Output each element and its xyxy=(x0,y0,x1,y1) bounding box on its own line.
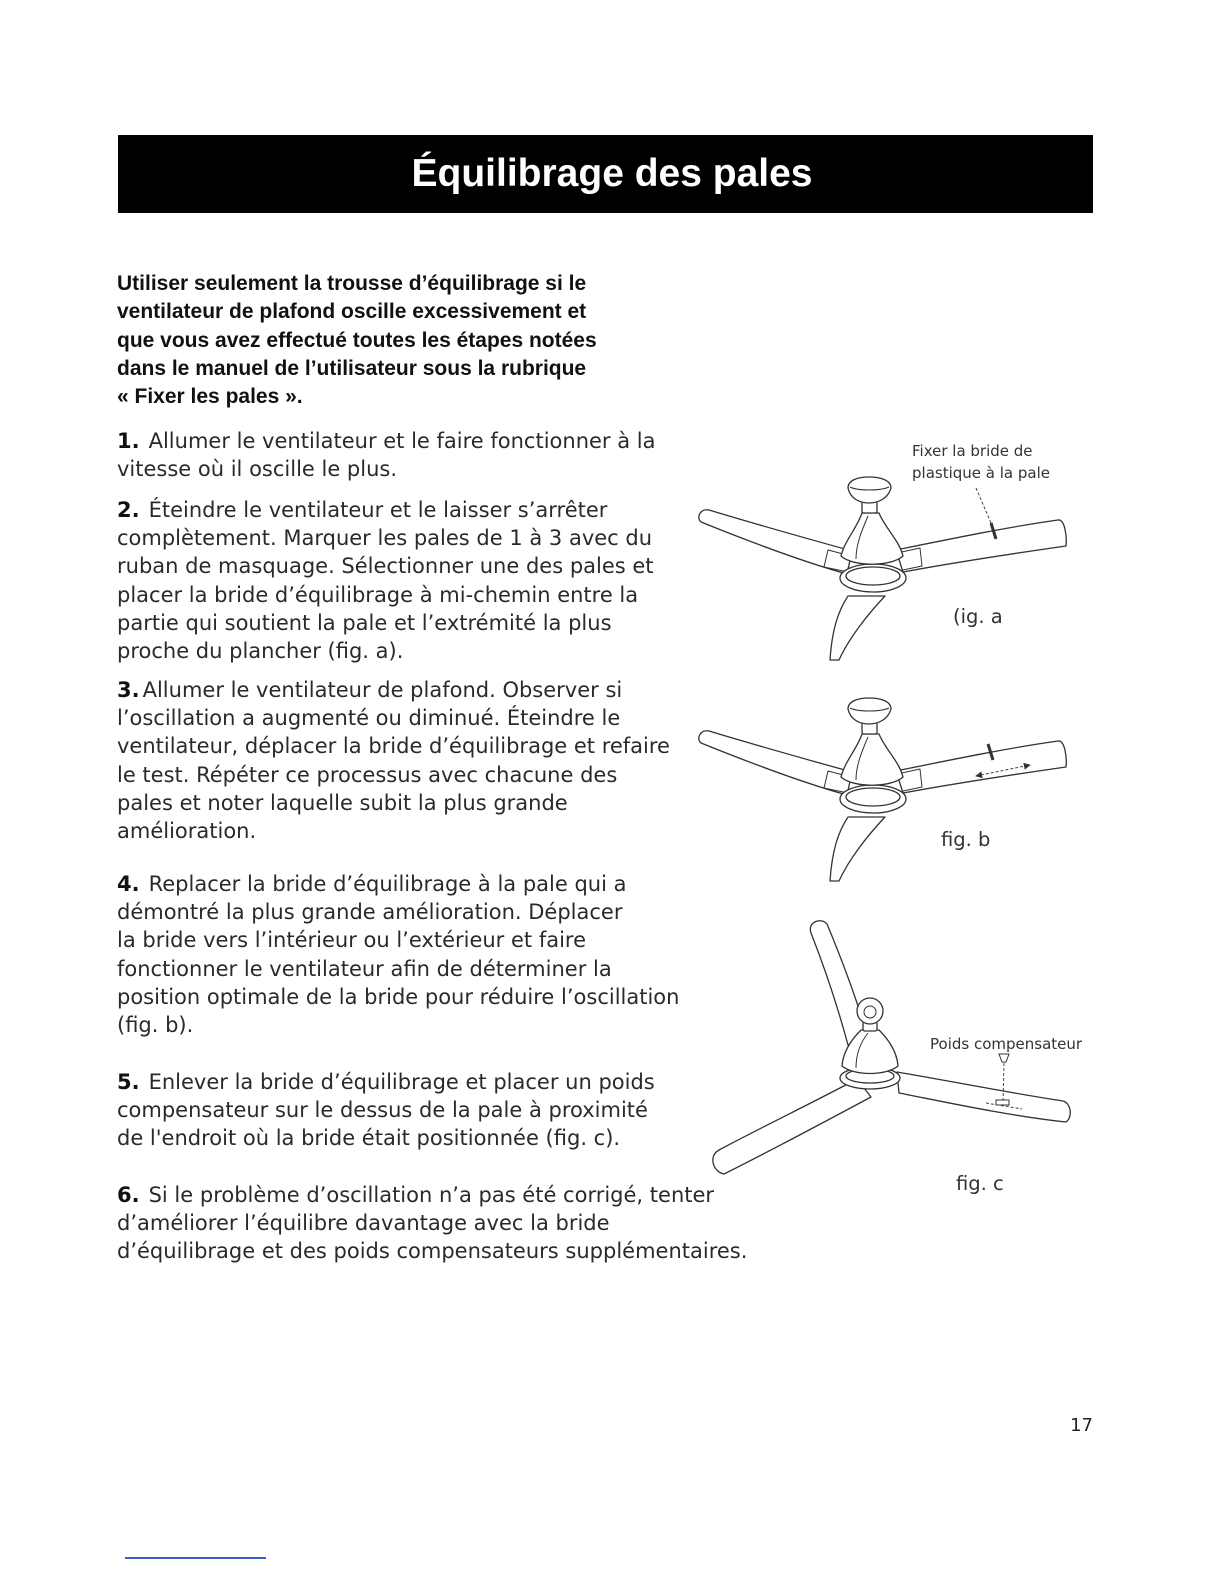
callout-line: Fixer la bride de xyxy=(912,442,1033,460)
step-text: Allumer le ventilateur de plafond. Observer si xyxy=(142,678,623,702)
step-number: 1. xyxy=(117,429,140,453)
step-line xyxy=(117,870,679,898)
fan-blade-bottom-left xyxy=(713,1079,871,1174)
fan-blade-right xyxy=(897,1072,1070,1122)
step-line: pales et noter laquelle subit la plus grande xyxy=(117,790,568,815)
weight-marker-icon xyxy=(999,1054,1009,1062)
step-line: amélioration. xyxy=(117,818,257,843)
callout-line: Poids compensateur xyxy=(930,1035,1083,1053)
step-line: l’oscillation a augmenté ou diminué. Éteindre le xyxy=(117,706,621,731)
ceiling-canopy xyxy=(857,998,883,1024)
intro-line: Utiliser seulement la trousse d’équilibrage si le xyxy=(117,272,587,295)
callout-leader xyxy=(976,488,991,523)
intro-line: dans le manuel de l’utilisateur sous la rubrique xyxy=(117,356,587,380)
step-line: proche du plancher (fig. a). xyxy=(117,638,404,663)
step-line: compensateur sur le dessus de la pale à proximité xyxy=(117,1098,648,1123)
fan-blade-left xyxy=(699,731,852,795)
step-number: 5. xyxy=(117,1070,140,1094)
page-number: 17 xyxy=(1070,1415,1093,1436)
step-2 xyxy=(117,496,654,665)
step-4 xyxy=(117,870,679,1039)
step-line xyxy=(117,676,670,704)
step-number: 6. xyxy=(117,1183,140,1207)
step-text: Allumer le ventilateur et le faire fonctionner à la xyxy=(148,429,656,453)
step-line: ruban de masquage. Sélectionner une des pales et xyxy=(117,554,654,579)
motor-housing xyxy=(841,734,903,785)
step-text: Si le problème d’oscillation n’a pas été corrigé, tenter xyxy=(148,1183,715,1207)
title-bar xyxy=(118,135,1093,213)
fan-blade-top xyxy=(810,921,868,1045)
step-text: Enlever la bride d’équilibrage et placer un poids xyxy=(148,1070,655,1094)
step-line: d’équilibrage et des poids compensateurs supplémentaires. xyxy=(117,1239,748,1264)
intro-line: que vous avez effectué toutes les étapes notées xyxy=(117,328,597,352)
step-5 xyxy=(117,1068,655,1153)
step-line: ventilateur, déplacer la bride d’équilibrage et refaire xyxy=(117,734,670,759)
light-kit-glass xyxy=(846,567,900,585)
step-line: démontré la plus grande amélioration. Déplacer xyxy=(117,900,623,925)
step-line: partie qui soutient la pale et l’extrémité la plus xyxy=(117,610,612,635)
step-line xyxy=(117,1068,655,1096)
intro-paragraph xyxy=(117,270,597,411)
step-line: (fig. b). xyxy=(117,1012,194,1037)
figure-c xyxy=(713,921,1083,1195)
step-line: le test. Répéter ce processus avec chacune des xyxy=(117,762,618,787)
intro-line: « Fixer les pales ». xyxy=(117,385,303,408)
balance-weight xyxy=(996,1100,1009,1105)
figure-b xyxy=(699,698,1066,881)
step-line: d’améliorer l’équilibre davantage avec la bride xyxy=(117,1211,610,1236)
step-3 xyxy=(117,676,670,845)
fan-blade-bottom xyxy=(830,596,885,660)
step-line: position optimale de la bride pour réduire l’oscillation xyxy=(117,984,680,1009)
motor-housing xyxy=(841,513,903,564)
ceiling-fan-icon xyxy=(699,698,1066,881)
step-text: Replacer la bride d’équilibrage à la pale qui a xyxy=(148,872,627,896)
step-line xyxy=(117,427,656,455)
page-title: Équilibrage des pales xyxy=(411,152,813,195)
figure-label: (ig. a xyxy=(953,605,1003,628)
step-line: de l'endroit où la bride était positionnée (fig. c). xyxy=(117,1126,621,1151)
callout-line: plastique à la pale xyxy=(912,464,1050,482)
figure-label: fig. b xyxy=(941,828,991,851)
step-6 xyxy=(117,1181,747,1266)
footer-rule xyxy=(125,1557,266,1559)
light-kit-glass xyxy=(846,788,900,806)
fan-blade-left xyxy=(699,510,852,574)
fan-figures xyxy=(680,430,1100,1220)
ceiling-fan-icon xyxy=(699,477,1066,660)
step-line xyxy=(117,1181,747,1209)
step-line: vitesse où il oscille le plus. xyxy=(117,457,398,482)
step-line: la bride vers l’intérieur ou l’extérieur et faire xyxy=(117,928,587,953)
step-number: 3. xyxy=(117,678,140,702)
step-number: 4. xyxy=(117,872,140,896)
step-number: 2. xyxy=(117,498,140,522)
fan-blade-bottom xyxy=(830,817,885,881)
step-1 xyxy=(117,427,656,483)
step-line xyxy=(117,496,654,524)
step-line: placer la bride d’équilibrage à mi-chemin entre la xyxy=(117,582,639,607)
intro-line: ventilateur de plafond oscille excessivement et xyxy=(117,300,587,324)
figure-a xyxy=(699,442,1066,660)
figure-label: fig. c xyxy=(956,1172,1004,1195)
step-line: fonctionner le ventilateur afin de déterminer la xyxy=(117,956,612,981)
step-text: Éteindre le ventilateur et le laisser s’arrêter xyxy=(148,498,608,522)
step-line: complètement. Marquer les pales de 1 à 3 avec du xyxy=(117,526,653,551)
